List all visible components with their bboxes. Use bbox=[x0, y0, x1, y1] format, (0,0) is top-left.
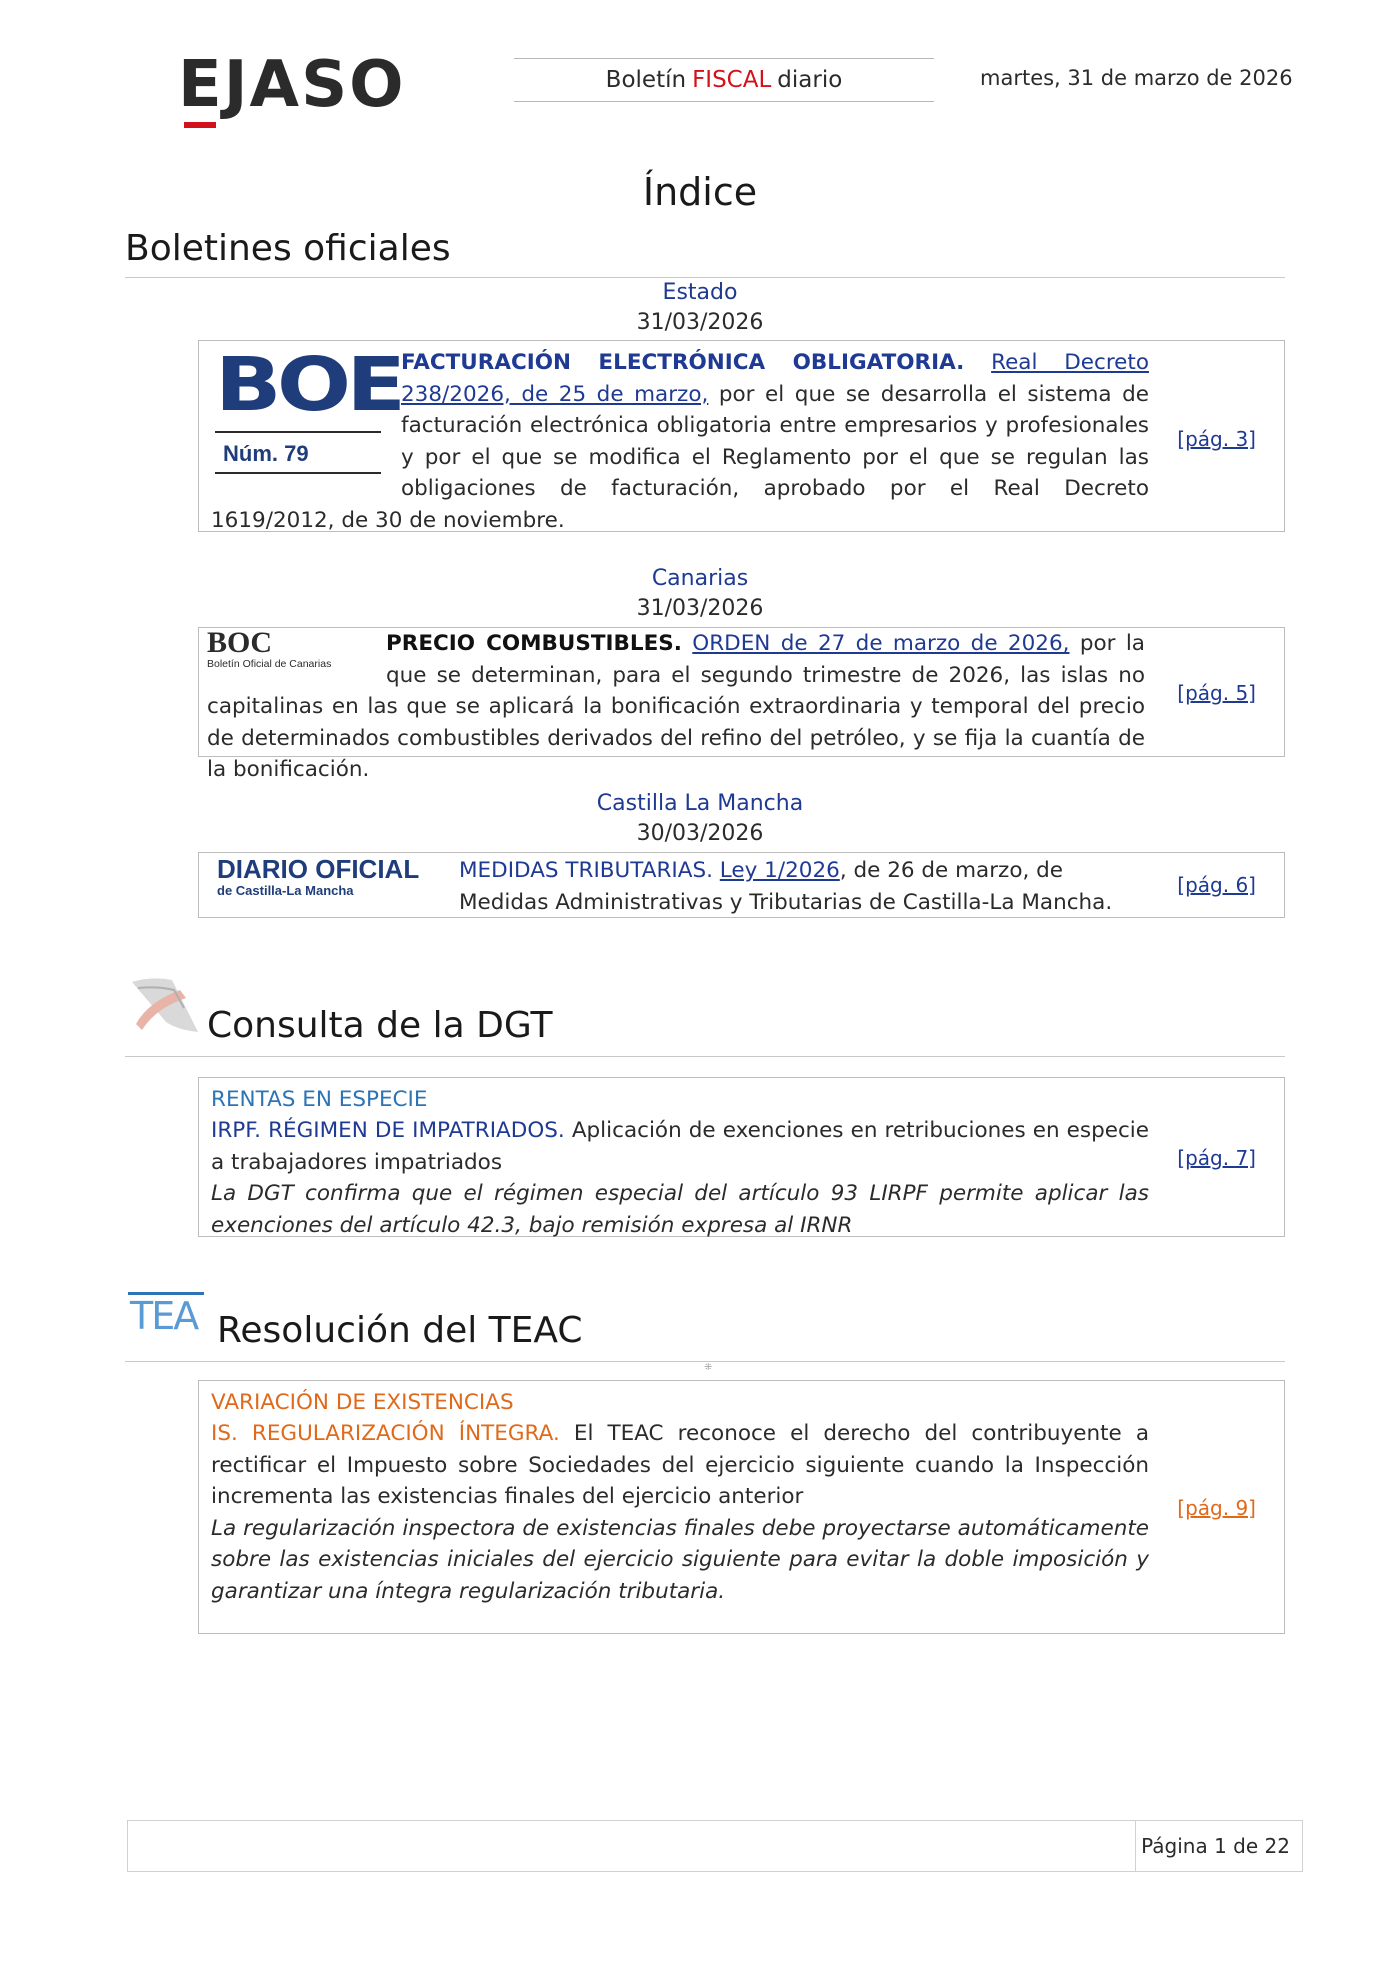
bulletin-name bbox=[514, 58, 934, 102]
region-date: 31/03/2026 bbox=[636, 310, 764, 335]
region-date: 31/03/2026 bbox=[636, 596, 764, 621]
entry-tag: VARIACIÓN DE EXISTENCIAS bbox=[211, 1390, 514, 1415]
region-estado bbox=[0, 280, 1400, 335]
ejaso-logo bbox=[178, 48, 408, 130]
boe-rule-top bbox=[215, 431, 381, 433]
entry-description: Aplicación de exenciones en retribuciones en especie a trabajadores impatriados bbox=[211, 1118, 1149, 1175]
page-title: Índice bbox=[642, 170, 758, 214]
boc-subtitle: Boletín Oficial de Canarias bbox=[207, 658, 332, 670]
logo-accent-bar bbox=[184, 122, 216, 128]
boe-rule-bottom bbox=[215, 472, 381, 474]
region-date: 30/03/2026 bbox=[636, 821, 764, 846]
entry-title: FACTURACIÓN ELECTRÓNICA OBLIGATORIA. bbox=[401, 350, 965, 375]
page-link[interactable]: [pág. 7] bbox=[1177, 1146, 1256, 1170]
entry-body bbox=[207, 628, 1145, 786]
entry-body bbox=[211, 1387, 1149, 1607]
bulletin-accent: FISCAL bbox=[692, 67, 772, 93]
page-link[interactable]: [pág. 6] bbox=[1177, 873, 1256, 897]
entry-tag: RENTAS EN ESPECIE bbox=[211, 1087, 428, 1112]
section-title: Consulta de la DGT bbox=[207, 1005, 553, 1046]
docm-logo bbox=[217, 855, 447, 907]
page-number: Página 1 de 22 bbox=[1141, 1834, 1290, 1858]
entry-title: IRPF. RÉGIMEN DE IMPATRIADOS. bbox=[211, 1118, 565, 1143]
section-teac bbox=[125, 1310, 1285, 1362]
entry-link[interactable]: ORDEN de 27 de marzo de 2026, bbox=[692, 631, 1070, 656]
section-boletines bbox=[125, 228, 1285, 278]
entry-body bbox=[217, 855, 1155, 918]
region-name: Estado bbox=[662, 280, 738, 305]
page-link[interactable]: [pág. 5] bbox=[1177, 681, 1256, 705]
boc-logo bbox=[207, 628, 372, 684]
boc-mark: BOC bbox=[207, 626, 273, 659]
boe-logo bbox=[211, 342, 402, 477]
entry-description: El TEAC reconoce el derecho del contribuyente a rectificar el Impuesto sobre Sociedades del ejercicio siguiente cuando la Inspección incrementa las existencias finales del ejercicio anterior bbox=[211, 1421, 1149, 1509]
entry-card-boc bbox=[198, 626, 1285, 782]
region-castilla-la-mancha bbox=[0, 791, 1400, 846]
region-name: Canarias bbox=[651, 566, 749, 591]
entry-description: , de 26 de marzo, de Medidas Administrativas y Tributarias de Castilla-La Mancha. bbox=[459, 858, 1113, 915]
docm-subtitle: de Castilla-La Mancha bbox=[217, 883, 354, 898]
section-title: Resolución del TEAC bbox=[217, 1310, 583, 1351]
section-title: Boletines oficiales bbox=[125, 228, 451, 269]
footer-divider bbox=[1135, 1821, 1136, 1871]
entry-body bbox=[211, 342, 1149, 536]
footer bbox=[127, 1820, 1303, 1872]
entry-title: PRECIO COMBUSTIBLES. bbox=[386, 631, 682, 656]
anchor-icon: ⁜ bbox=[704, 1362, 713, 1373]
entry-card-teac bbox=[198, 1380, 1285, 1634]
boe-mark: BOE bbox=[215, 342, 402, 428]
entry-card-docm bbox=[198, 852, 1285, 918]
bulletin-prefix: Boletín bbox=[605, 67, 687, 93]
section-dgt bbox=[125, 1005, 1285, 1057]
region-name: Castilla La Mancha bbox=[596, 791, 804, 816]
entry-summary: La regularización inspectora de existencias finales debe proyectarse automáticamente sobre las existencias iniciales del ejercicio siguiente para evitar la doble imposición y garantizar una íntegra regularización tributaria. bbox=[211, 1515, 1149, 1604]
header-date: martes, 31 de marzo de 2026 bbox=[980, 66, 1293, 90]
entry-text bbox=[211, 1418, 1149, 1513]
entry-link[interactable]: Real Decreto 238/2026, de 25 de marzo, bbox=[401, 350, 1149, 407]
page-link[interactable]: [pág. 9] bbox=[1177, 1496, 1256, 1520]
entry-title: MEDIDAS TRIBUTARIAS. bbox=[459, 858, 713, 883]
entry-card-boe bbox=[198, 340, 1285, 532]
entry-card-dgt bbox=[198, 1077, 1285, 1237]
boe-number: Núm. 79 bbox=[223, 441, 309, 466]
entry-description: por la que se determinan, para el segundo trimestre de 2026, las islas no capitalinas en las que se aplicará la bonificación extraordinaria y temporal del precio de determinados combustibles derivados del refino del petróleo, y se fija la cuantía de la bonificación. bbox=[207, 631, 1145, 782]
page-link[interactable]: [pág. 3] bbox=[1177, 427, 1256, 451]
entry-summary: La DGT confirma que el régimen especial del artículo 93 LIRPF permite aplicar las exenciones del artículo 42.3, bajo remisión expresa al IRNR bbox=[211, 1181, 1149, 1238]
entry-text bbox=[211, 1115, 1149, 1178]
logo-text: EJASO bbox=[178, 48, 406, 122]
entry-body bbox=[211, 1084, 1149, 1241]
teac-icon-text: TEA bbox=[130, 1294, 198, 1338]
region-canarias bbox=[0, 566, 1400, 621]
bulletin-suffix: diario bbox=[777, 67, 843, 93]
entry-title: IS. REGULARIZACIÓN ÍNTEGRA. bbox=[211, 1421, 560, 1446]
entry-description: por el que se desarrolla el sistema de facturación electrónica obligatoria entre empresarios y profesionales y por el que se modifica el Reglamento por el que se regulan las obligaciones de facturación, aprobado por el Real Decreto 1619/2012, de 30 de noviembre. bbox=[211, 381, 1149, 533]
entry-link[interactable]: Ley 1/2026 bbox=[719, 858, 840, 883]
docm-mark: DIARIO OFICIAL bbox=[217, 854, 420, 884]
